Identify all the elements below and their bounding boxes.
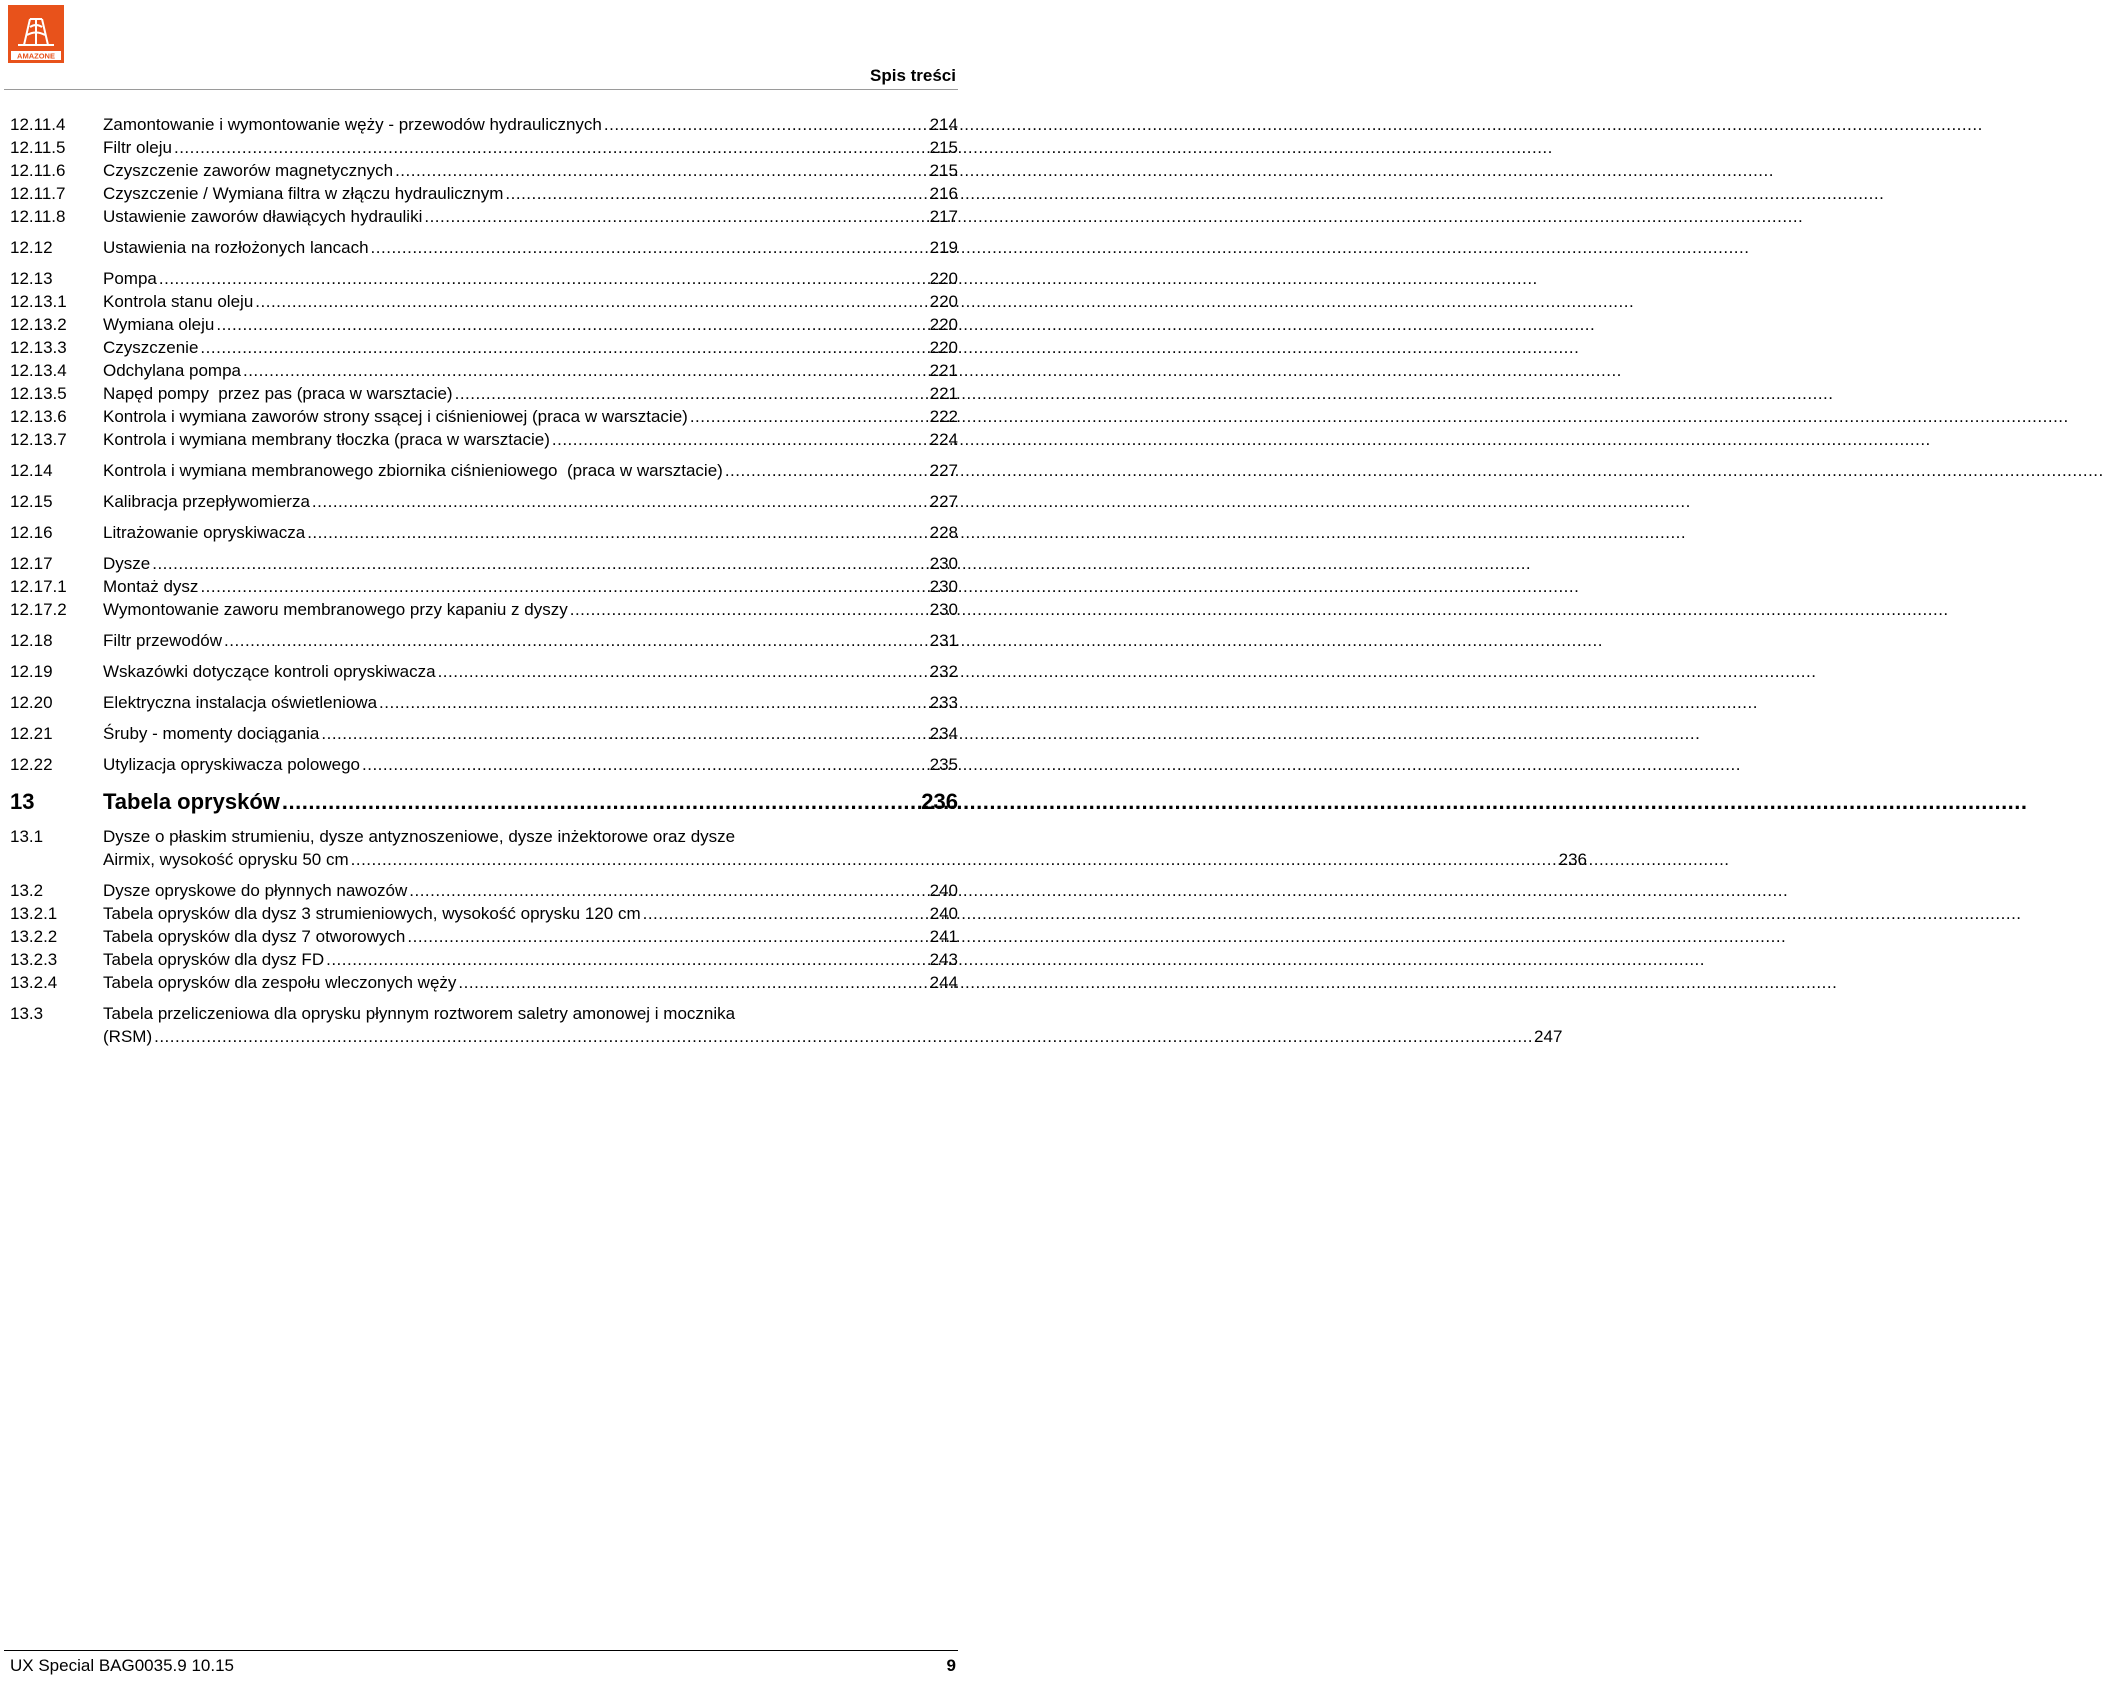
toc-entry-page: 217: [929, 207, 958, 226]
toc-entry-number: 13.2.4: [10, 973, 58, 992]
toc-entry-title: Filtr przewodów: [103, 631, 223, 650]
toc-entry-number: 13.2: [10, 881, 44, 900]
toc-entry-title: Tabela oprysków: [103, 789, 280, 814]
toc-entry-number: 13.3: [10, 1004, 44, 1023]
dot-leader: [282, 787, 920, 817]
svg-text:AMAZONE: AMAZONE: [17, 51, 55, 61]
toc-entry-number: 12.16: [10, 523, 53, 542]
dot-leader: [371, 236, 929, 259]
toc-entry[interactable]: [10, 459, 958, 482]
dot-leader: [438, 660, 929, 683]
toc-entry-page: 234: [929, 724, 958, 743]
dot-leader: [407, 925, 928, 948]
dot-leader: [362, 753, 929, 776]
toc-entry-title: Dysze o płaskim strumieniu, dysze antyznoszeniowe, dysze inżektorowe oraz dysze: [103, 827, 736, 846]
toc-entry[interactable]: [10, 290, 958, 313]
toc-entry-page: 216: [929, 184, 958, 203]
toc-entry-title: Ustawienie zaworów dławiących hydrauliki: [103, 207, 423, 226]
toc-entry-title: Kontrola stanu oleju: [103, 292, 254, 311]
toc-entry-page: 236: [1558, 850, 1587, 869]
toc-entry-page: 215: [929, 161, 958, 180]
toc-entry-page: 235: [929, 755, 958, 774]
toc-entry-number: 12.11.8: [10, 207, 66, 226]
dot-leader: [455, 382, 929, 405]
toc-entry-title: Czyszczenie / Wymiana filtra w złączu hydraulicznym: [103, 184, 504, 203]
toc-entry-page: 227: [929, 492, 958, 511]
toc-entry-title: Napęd pompy przez pas (praca w warsztacie): [103, 384, 453, 403]
toc-entry-title: Litrażowanie opryskiwacza: [103, 523, 306, 542]
toc-entry-page: 247: [1534, 1027, 1563, 1046]
toc-entry-page: 214: [929, 115, 958, 134]
toc-entry-title: Tabela oprysków dla dysz 3 strumieniowych, wysokość oprysku 120 cm: [103, 904, 641, 923]
dot-leader: [216, 313, 928, 336]
dot-leader: [643, 902, 929, 925]
toc-entry-number: 12.22: [10, 755, 53, 774]
table-of-contents: [10, 113, 1587, 1048]
toc-entry-title: Kontrola i wymiana membranowego zbiornika ciśnieniowego (praca w warsztacie): [103, 461, 723, 480]
toc-entry[interactable]: [10, 971, 958, 994]
dot-leader: [570, 598, 929, 621]
toc-entry[interactable]: [10, 598, 958, 621]
toc-entry-number: 12.11.5: [10, 138, 66, 157]
toc-entry-number: 12.13.4: [10, 361, 67, 380]
toc-entry-page: 232: [929, 662, 958, 681]
toc-entry[interactable]: [10, 182, 958, 205]
toc-entry-title: Czyszczenie: [103, 338, 199, 357]
toc-entry-page: 236: [921, 789, 958, 814]
toc-entry-number: 12.11.6: [10, 161, 66, 180]
dot-leader: [312, 490, 929, 513]
toc-entry-number: 12.13.1: [10, 292, 67, 311]
toc-entry[interactable]: [10, 428, 958, 451]
toc-entry[interactable]: [10, 660, 958, 683]
toc-entry-number: 12.13.6: [10, 407, 67, 426]
toc-entry-number: 13.2.3: [10, 950, 58, 969]
toc-entry[interactable]: [10, 902, 958, 925]
toc-entry-title: Wymiana oleju: [103, 315, 215, 334]
toc-entry-page: 231: [929, 631, 958, 650]
dot-leader: [552, 428, 929, 451]
toc-entry-title-continued: (RSM): [103, 1027, 153, 1046]
toc-entry[interactable]: [10, 236, 958, 259]
toc-entry[interactable]: [10, 552, 958, 575]
toc-entry-page: 230: [929, 554, 958, 573]
toc-entry[interactable]: [10, 336, 958, 359]
toc-entry-page: 240: [929, 904, 958, 923]
toc-entry-title: Tabela przeliczeniowa dla oprysku płynnym roztworem saletry amonowej i mocznika: [103, 1004, 736, 1023]
toc-entry-number: 12.18: [10, 631, 53, 650]
toc-entry-number: 12.15: [10, 492, 53, 511]
toc-entry[interactable]: [10, 753, 958, 776]
toc-entry[interactable]: [10, 159, 958, 182]
toc-entry-title: Elektryczna instalacja oświetleniowa: [103, 693, 378, 712]
toc-entry-page: 230: [929, 577, 958, 596]
dot-leader: [725, 459, 929, 482]
toc-entry-title: Dysze: [103, 554, 151, 573]
toc-entry-number: 12.13: [10, 269, 53, 288]
toc-entry[interactable]: [10, 575, 958, 598]
toc-entry-title: Odchylana pompa: [103, 361, 241, 380]
toc-entry[interactable]: [10, 925, 958, 948]
dot-leader: [321, 722, 928, 745]
toc-entry[interactable]: [10, 136, 958, 159]
toc-entry[interactable]: [10, 722, 958, 745]
dot-leader: [351, 848, 1558, 871]
toc-entry-page: 241: [929, 927, 958, 946]
toc-entry-title: Śruby - momenty dociągania: [103, 724, 320, 743]
toc-entry[interactable]: [10, 382, 958, 405]
toc-entry[interactable]: [10, 1002, 1563, 1048]
toc-entry-page: 220: [929, 338, 958, 357]
toc-entry-page: 219: [929, 238, 958, 257]
dot-leader: [604, 113, 929, 136]
toc-entry[interactable]: [10, 359, 958, 382]
toc-entry-title: Kontrola i wymiana zaworów strony ssącej i ciśnieniowej (praca w warsztacie): [103, 407, 688, 426]
toc-entry[interactable]: [10, 313, 958, 336]
footer-doc-id: UX Special BAG0035.9 10.15: [10, 1656, 234, 1675]
dot-leader: [154, 1025, 1533, 1048]
dot-leader: [505, 182, 928, 205]
toc-entry-number: 13: [10, 789, 35, 814]
toc-entry-page: 230: [929, 600, 958, 619]
dot-leader: [159, 267, 929, 290]
dot-leader: [458, 971, 928, 994]
toc-entry-number: 13.2.1: [10, 904, 58, 923]
toc-entry[interactable]: [10, 787, 958, 817]
toc-entry-number: 12.19: [10, 662, 53, 681]
dot-leader: [424, 205, 928, 228]
dot-leader: [174, 136, 929, 159]
toc-entry-title: Ustawienia na rozłożonych lancach: [103, 238, 369, 257]
toc-entry-number: 12.13.7: [10, 430, 67, 449]
toc-entry[interactable]: [10, 948, 958, 971]
header-title: Spis treści: [870, 66, 956, 85]
dot-leader: [152, 552, 928, 575]
toc-entry-page: 220: [929, 315, 958, 334]
dot-leader: [326, 948, 929, 971]
toc-entry-title: Wskazówki dotyczące kontroli opryskiwacza: [103, 662, 436, 681]
toc-entry-title: Tabela oprysków dla zespołu wleczonych węży: [103, 973, 457, 992]
toc-entry-number: 12.12: [10, 238, 53, 257]
dot-leader: [379, 691, 929, 714]
toc-entry-title: Wymontowanie zaworu membranowego przy kapaniu z dyszy: [103, 600, 568, 619]
header-divider: [4, 89, 958, 90]
toc-entry-number: 12.17: [10, 554, 53, 573]
toc-entry[interactable]: [10, 267, 958, 290]
toc-entry-title: Tabela oprysków dla dysz FD: [103, 950, 325, 969]
toc-entry-title: Filtr oleju: [103, 138, 172, 157]
footer-page-number: 9: [946, 1656, 956, 1675]
toc-entry-title: Kontrola i wymiana membrany tłoczka (praca w warsztacie): [103, 430, 550, 449]
toc-entry[interactable]: [10, 405, 958, 428]
toc-entry[interactable]: [10, 879, 958, 902]
dot-leader: [255, 290, 928, 313]
dot-leader: [690, 405, 929, 428]
toc-entry-title: Czyszczenie zaworów magnetycznych: [103, 161, 394, 180]
toc-entry[interactable]: [10, 691, 958, 714]
toc-entry-title: Kalibracja przepływomierza: [103, 492, 310, 511]
toc-entry-page: 222: [929, 407, 958, 426]
toc-entry-page: 221: [929, 384, 958, 403]
toc-entry-page: 228: [929, 523, 958, 542]
toc-entry[interactable]: [10, 113, 958, 136]
toc-entry[interactable]: [10, 629, 958, 652]
toc-entry-number: 12.13.3: [10, 338, 67, 357]
dot-leader: [307, 521, 928, 544]
toc-entry-title: Dysze opryskowe do płynnych nawozów: [103, 881, 408, 900]
toc-entry-page: 221: [929, 361, 958, 380]
dot-leader: [409, 879, 928, 902]
toc-entry-number: 13.1: [10, 827, 44, 846]
toc-entry-number: 12.11.7: [10, 184, 66, 203]
amazone-logo: [8, 5, 64, 63]
toc-entry-page: 243: [929, 950, 958, 969]
dot-leader: [200, 336, 928, 359]
toc-entry-number: 13.2.2: [10, 927, 58, 946]
toc-entry[interactable]: [10, 521, 958, 544]
toc-entry-page: 215: [929, 138, 958, 157]
dot-leader: [224, 629, 929, 652]
toc-entry-number: 12.13.5: [10, 384, 67, 403]
toc-entry[interactable]: [10, 825, 1587, 871]
toc-entry-title: Zamontowanie i wymontowanie węży - przewodów hydraulicznych: [103, 115, 602, 134]
toc-entry-page: 240: [929, 881, 958, 900]
toc-entry-number: 12.17.2: [10, 600, 67, 619]
footer-divider: [4, 1650, 958, 1651]
toc-entry-page: 227: [929, 461, 958, 480]
toc-entry-page: 220: [929, 269, 958, 288]
toc-entry-title: Utylizacja opryskiwacza polowego: [103, 755, 361, 774]
toc-entry-title-continued: Airmix, wysokość oprysku 50 cm: [103, 850, 349, 869]
toc-entry-number: 12.20: [10, 693, 53, 712]
dot-leader: [395, 159, 929, 182]
dot-leader: [200, 575, 928, 598]
toc-entry-page: 233: [929, 693, 958, 712]
toc-entry-page: 224: [929, 430, 958, 449]
toc-entry-number: 12.14: [10, 461, 53, 480]
toc-entry[interactable]: [10, 205, 958, 228]
toc-entry-number: 12.21: [10, 724, 53, 743]
toc-entry-title: Tabela oprysków dla dysz 7 otworowych: [103, 927, 406, 946]
toc-entry-number: 12.13.2: [10, 315, 67, 334]
dot-leader: [243, 359, 929, 382]
toc-entry[interactable]: [10, 490, 958, 513]
toc-entry-page: 244: [929, 973, 958, 992]
toc-entry-number: 12.17.1: [10, 577, 67, 596]
toc-entry-page: 220: [929, 292, 958, 311]
toc-entry-title: Montaż dysz: [103, 577, 199, 596]
toc-entry-title: Pompa: [103, 269, 157, 288]
toc-entry-number: 12.11.4: [10, 115, 66, 134]
